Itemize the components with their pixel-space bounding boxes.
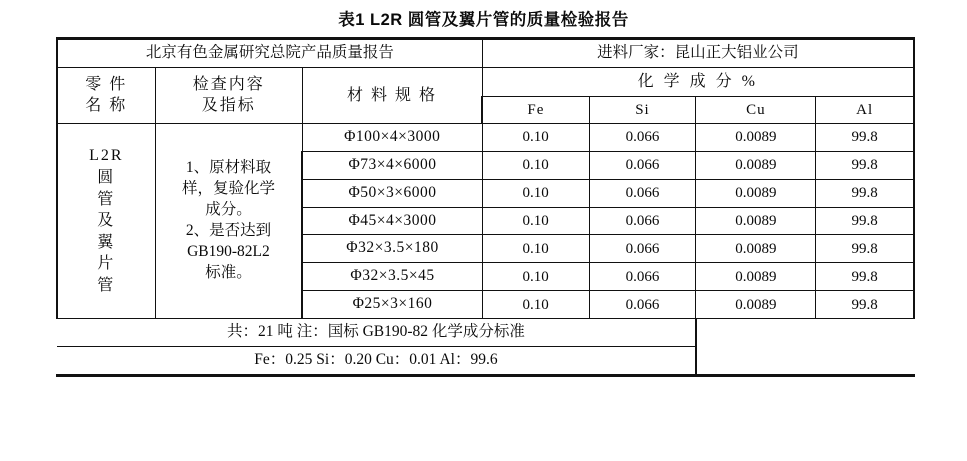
column-header-si: Si [589,96,696,123]
si-value-cell: 0.066 [589,263,696,291]
quality-report-table [56,40,915,374]
al-value-cell: 99.8 [816,179,914,207]
cu-value-cell: 0.0089 [696,207,816,235]
supplier-name: 进料厂家：昆山正大铝业公司 [482,40,914,67]
cu-value-cell: 0.0089 [696,291,816,319]
si-value-cell: 0.066 [589,207,696,235]
issuing-organization: 北京有色金属研究总院产品质量报告 [57,40,482,67]
part-name-value: L2R 圆 管 及 翼 片 管 [57,123,155,318]
column-header-inspection: 检查内容 及指标 [155,67,302,123]
cu-value-cell: 0.0089 [696,151,816,179]
fe-value-cell: 0.10 [482,235,589,263]
si-value-cell: 0.066 [589,151,696,179]
column-header-cu: Cu [696,96,816,123]
material-spec-cell: Φ32×3.5×180 [302,235,482,263]
al-value-cell: 99.8 [816,151,914,179]
column-header-material-spec: 材 料 规 格 [302,67,482,123]
footer-note-total: 共：21 吨 注：国标 GB190-82 化学成分标准 [57,319,696,347]
al-value-cell: 99.8 [816,263,914,291]
fe-value-cell: 0.10 [482,123,589,151]
material-spec-cell: Φ25×3×160 [302,291,482,319]
table-row-column-headers [57,67,914,96]
column-header-part-name: 零 件 名 称 [57,67,155,123]
si-value-cell: 0.066 [589,291,696,319]
material-spec-cell: Φ73×4×6000 [302,151,482,179]
column-header-fe: Fe [482,96,589,123]
footer-note-standard: Fe：0.25 Si：0.20 Cu：0.01 Al：99.6 [57,347,696,374]
si-value-cell: 0.066 [589,179,696,207]
fe-value-cell: 0.10 [482,207,589,235]
fe-value-cell: 0.10 [482,179,589,207]
al-value-cell: 99.8 [816,235,914,263]
material-spec-cell: Φ100×4×3000 [302,123,482,151]
page-title: 表1 L2R 圆管及翼片管的质量检验报告 [338,11,629,29]
si-value-cell: 0.066 [589,123,696,151]
cu-value-cell: 0.0089 [696,123,816,151]
column-header-al: Al [816,96,914,123]
table-row-footer-note-2 [57,347,914,374]
cu-value-cell: 0.0089 [696,235,816,263]
material-spec-cell: Φ32×3.5×45 [302,263,482,291]
al-value-cell: 99.8 [816,207,914,235]
al-value-cell: 99.8 [816,123,914,151]
table-row [57,123,914,151]
fe-value-cell: 0.10 [482,291,589,319]
cu-value-cell: 0.0089 [696,263,816,291]
report-table-wrapper [56,37,915,377]
table-row-header-org [57,40,914,67]
material-spec-cell: Φ45×4×3000 [302,207,482,235]
inspection-content-value: 1、原材料取 样，复验化学 成分。 2、是否达到 GB190-82L2 标准。 [155,123,302,318]
cu-value-cell: 0.0089 [696,179,816,207]
fe-value-cell: 0.10 [482,151,589,179]
column-header-chemical-composition: 化 学 成 分 % [482,67,914,96]
table-row-footer-note-1 [57,319,914,347]
material-spec-cell: Φ50×3×6000 [302,179,482,207]
al-value-cell: 99.8 [816,291,914,319]
fe-value-cell: 0.10 [482,263,589,291]
si-value-cell: 0.066 [589,235,696,263]
